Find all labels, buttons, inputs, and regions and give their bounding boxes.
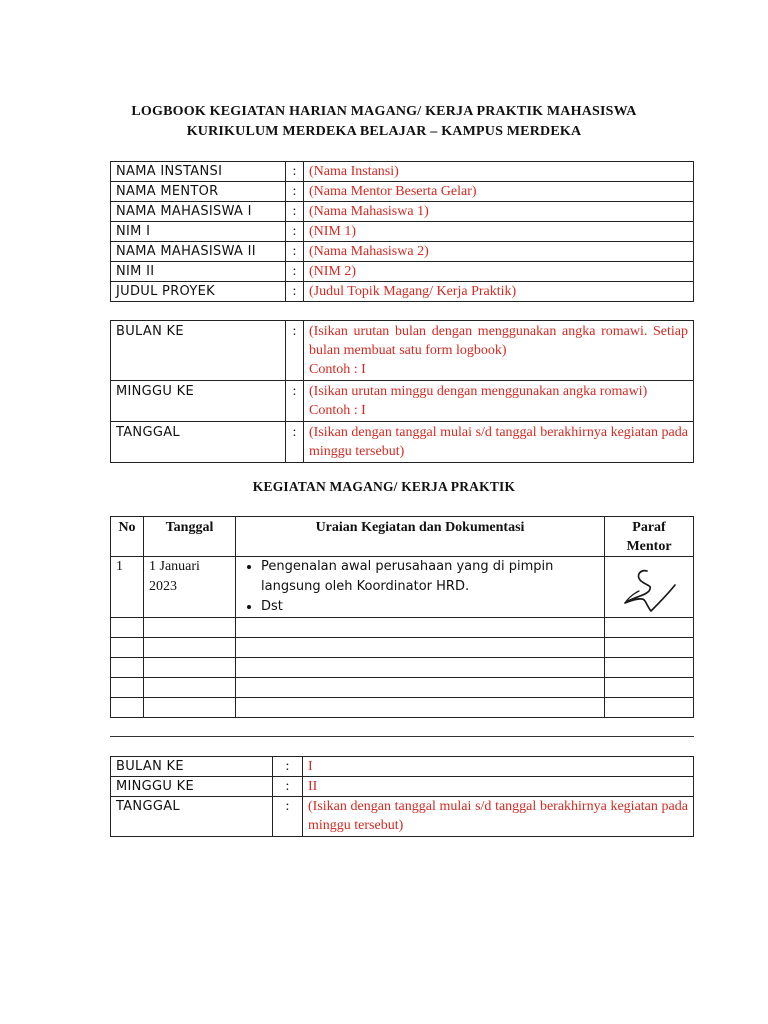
empty-cell[interactable]	[111, 698, 144, 718]
bulan-ke-example: Contoh : I	[309, 362, 366, 377]
row-1-tanggal: 1 Januari 2023	[144, 557, 236, 618]
nama-mentor-field[interactable]: (Nama Mentor Beserta Gelar)	[304, 182, 694, 202]
empty-cell[interactable]	[144, 698, 236, 718]
colon: :	[286, 282, 304, 302]
empty-cell[interactable]	[144, 658, 236, 678]
nim-1-label: NIM I	[111, 222, 286, 242]
activity-list	[241, 557, 599, 617]
minggu-ke-field[interactable]: II	[303, 777, 694, 797]
list-item: • Dst	[261, 597, 599, 617]
table-row	[111, 162, 694, 182]
empty-cell[interactable]	[605, 618, 694, 638]
empty-cell[interactable]	[111, 658, 144, 678]
table-row	[111, 698, 694, 718]
judul-proyek-label: JUDUL PROYEK	[111, 282, 286, 302]
table-row	[111, 182, 694, 202]
activity-table	[110, 516, 694, 718]
table-row	[111, 422, 694, 463]
table-row	[111, 797, 694, 837]
colon: :	[286, 202, 304, 222]
table-row	[111, 618, 694, 638]
minggu-ke-label: MINGGU KE	[111, 777, 273, 797]
empty-cell[interactable]	[605, 658, 694, 678]
tanggal-label: TANGGAL	[111, 797, 273, 837]
nim-2-field[interactable]: (NIM 2)	[304, 262, 694, 282]
colon: :	[273, 757, 303, 777]
empty-cell[interactable]	[144, 638, 236, 658]
colon: :	[286, 162, 304, 182]
colon: :	[286, 422, 304, 463]
nama-mahasiswa-1-field[interactable]: (Nama Mahasiswa 1)	[304, 202, 694, 222]
table-row	[111, 777, 694, 797]
empty-cell[interactable]	[236, 638, 605, 658]
colon: :	[286, 222, 304, 242]
identity-table	[110, 161, 694, 302]
empty-cell[interactable]	[111, 638, 144, 658]
nim-1-field[interactable]: (NIM 1)	[304, 222, 694, 242]
bulan-ke-label: BULAN KE	[111, 757, 273, 777]
document-title-line-1: LOGBOOK KEGIATAN HARIAN MAGANG/ KERJA PRAKTIK MAHASISWA	[131, 104, 637, 119]
row-1-paraf	[605, 557, 694, 618]
colon: :	[273, 797, 303, 837]
empty-cell[interactable]	[144, 618, 236, 638]
minggu-ke-instruction: (Isikan urutan minggu dengan menggunakan angka romawi)	[309, 384, 648, 399]
bulan-ke-label: BULAN KE	[111, 321, 286, 381]
table-header-row	[111, 517, 694, 557]
minggu-ke-field[interactable]	[304, 381, 694, 422]
empty-cell[interactable]	[605, 638, 694, 658]
nama-instansi-field[interactable]: (Nama Instansi)	[304, 162, 694, 182]
header-no: No	[111, 517, 144, 557]
nama-instansi-label: NAMA INSTANSI	[111, 162, 286, 182]
table-row	[111, 678, 694, 698]
colon: :	[286, 381, 304, 422]
table-row	[111, 262, 694, 282]
empty-cell[interactable]	[605, 678, 694, 698]
table-row	[111, 222, 694, 242]
table-row	[111, 658, 694, 678]
table-row	[111, 638, 694, 658]
empty-cell[interactable]	[236, 658, 605, 678]
empty-cell[interactable]	[111, 678, 144, 698]
table-row	[111, 757, 694, 777]
period-table-2	[110, 756, 694, 837]
bulan-ke-field[interactable]	[304, 321, 694, 381]
bulan-ke-instruction: (Isikan urutan bulan dengan menggunakan angka romawi. Setiap bulan membuat satu form logbook)	[309, 324, 688, 358]
colon: :	[286, 242, 304, 262]
empty-cell[interactable]	[111, 618, 144, 638]
header-uraian: Uraian Kegiatan dan Dokumentasi	[236, 517, 605, 557]
row-1-uraian[interactable]	[236, 557, 605, 618]
judul-proyek-field[interactable]: (Judul Topik Magang/ Kerja Praktik)	[304, 282, 694, 302]
list-item: • Pengenalan awal perusahaan yang di pimpin langsung oleh Koordinator HRD.	[261, 557, 599, 597]
empty-cell[interactable]	[236, 618, 605, 638]
tanggal-label: TANGGAL	[111, 422, 286, 463]
header-tanggal: Tanggal	[144, 517, 236, 557]
minggu-ke-example: Contoh : I	[309, 403, 366, 418]
tanggal-field[interactable]: (Isikan dengan tanggal mulai s/d tanggal berakhirnya kegiatan pada minggu tersebut)	[303, 797, 694, 837]
colon: :	[273, 777, 303, 797]
table-row	[111, 282, 694, 302]
nama-mahasiswa-2-label: NAMA MAHASISWA II	[111, 242, 286, 262]
tanggal-field[interactable]: (Isikan dengan tanggal mulai s/d tanggal berakhirnya kegiatan pada minggu tersebut)	[304, 422, 694, 463]
separator-line	[110, 736, 694, 737]
nama-mahasiswa-1-label: NAMA MAHASISWA I	[111, 202, 286, 222]
colon: :	[286, 182, 304, 202]
colon: :	[286, 321, 304, 381]
mentor-signature	[619, 563, 679, 615]
row-1-no: 1	[111, 557, 144, 618]
activity-heading: KEGIATAN MAGANG/ KERJA PRAKTIK	[252, 479, 516, 494]
empty-cell[interactable]	[236, 678, 605, 698]
table-row	[111, 242, 694, 262]
empty-cell[interactable]	[144, 678, 236, 698]
nama-mentor-label: NAMA MENTOR	[111, 182, 286, 202]
colon: :	[286, 262, 304, 282]
table-row	[111, 321, 694, 381]
document-title-line-2: KURIKULUM MERDEKA BELAJAR – KAMPUS MERDEKA	[186, 124, 582, 139]
period-table	[110, 320, 694, 463]
nim-2-label: NIM II	[111, 262, 286, 282]
empty-cell[interactable]	[605, 698, 694, 718]
nama-mahasiswa-2-field[interactable]: (Nama Mahasiswa 2)	[304, 242, 694, 262]
bulan-ke-field[interactable]: I	[303, 757, 694, 777]
empty-cell[interactable]	[236, 698, 605, 718]
table-row	[111, 557, 694, 618]
header-paraf-mentor: Paraf Mentor	[605, 517, 694, 557]
table-row	[111, 202, 694, 222]
table-row	[111, 381, 694, 422]
minggu-ke-label: MINGGU KE	[111, 381, 286, 422]
